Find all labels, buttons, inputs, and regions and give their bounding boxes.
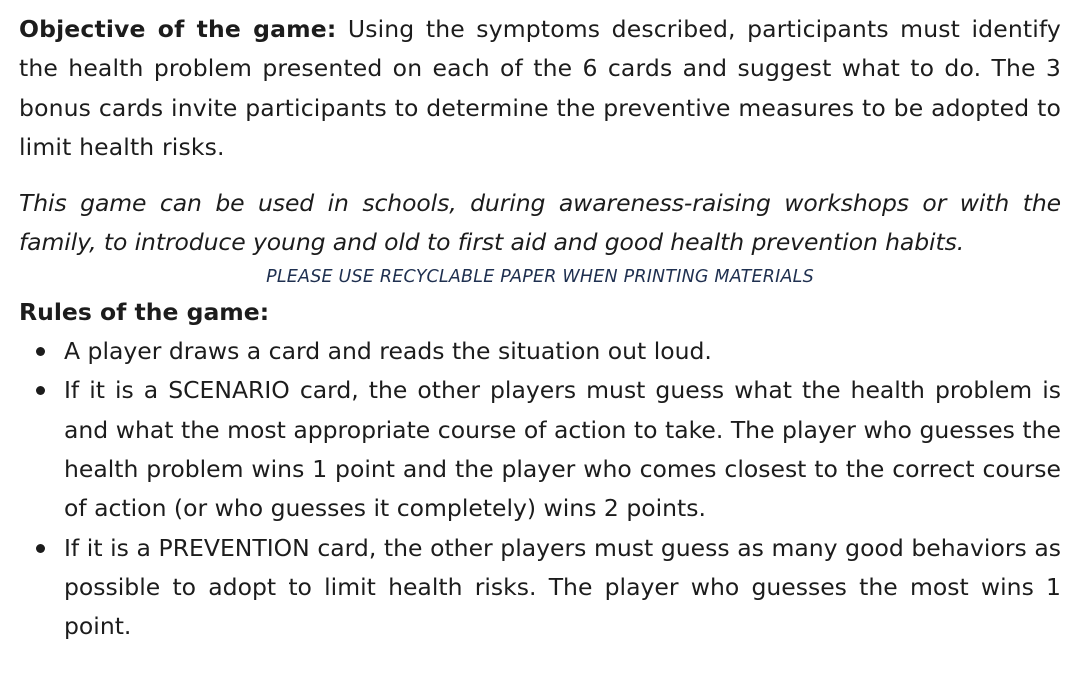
objective-label: Objective of the game:: [19, 15, 337, 43]
usage-note: This game can be used in schools, during awareness-raising workshops or with the family, to introduce young and old to first aid and good health prevention habits.: [19, 189, 1061, 257]
bullet-icon: [36, 386, 45, 395]
rule-item: [19, 529, 1061, 647]
bullet-icon: [36, 347, 45, 356]
objective-paragraph: [19, 10, 1061, 167]
print-notice: PLEASE USE RECYCLABLE PAPER WHEN PRINTING MATERIALS: [266, 266, 814, 287]
rule-text: If it is a SCENARIO card, the other players must guess what the health problem is and what the most appropriate course of action to take. The player who guesses the health problem wins 1 point and the player who comes closest to the correct course of action (or who guesses it completely) wins 2 points.: [64, 376, 1061, 523]
rules-list: [19, 332, 1061, 646]
rules-title: Rules of the game:: [19, 297, 270, 326]
rule-text: If it is a PREVENTION card, the other players must guess as many good behaviors as possible to adopt to limit health risks. The player who guesses the most wins 1 point.: [64, 533, 1061, 641]
rule-item: [19, 371, 1061, 528]
rule-item: [19, 332, 1061, 371]
bullet-icon: [36, 544, 45, 553]
objective-text: Using the symptoms described, participants must identify the health problem presented on each of the 6 cards and suggest what to do. The 3 bonus cards invite participants to determine the preventive measures to be adopted to limit health risks.: [19, 15, 1061, 161]
document-page: [19, 10, 1061, 646]
rule-text: A player draws a card and reads the situation out loud.: [64, 337, 712, 366]
